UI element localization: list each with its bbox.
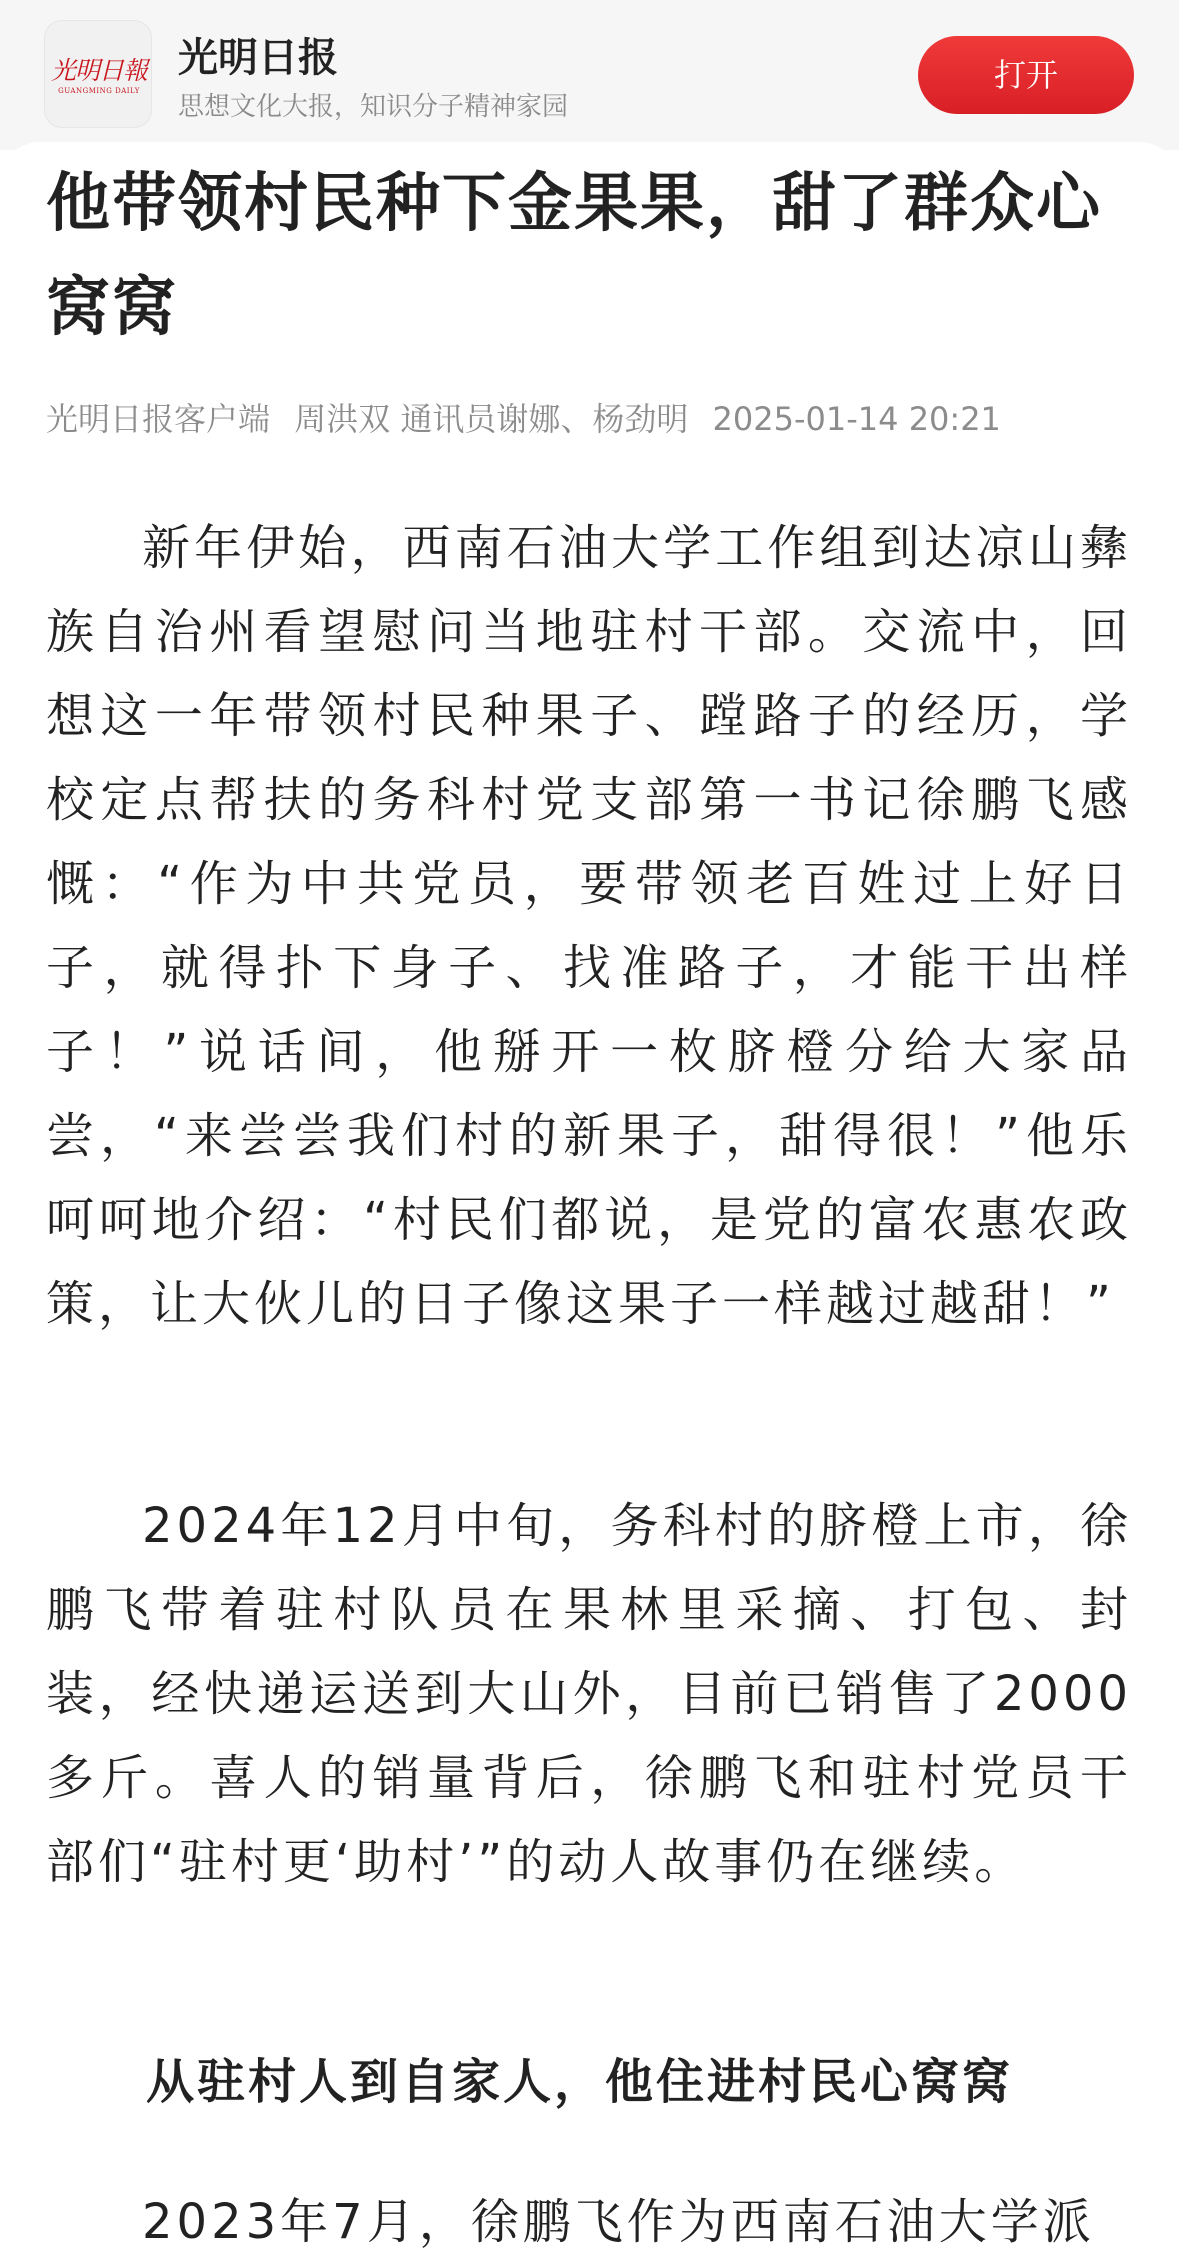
byline-source: 光明日报客户端 (46, 400, 271, 438)
app-slogan: 思想文化大报，知识分子精神家园 (178, 92, 569, 122)
article-byline (46, 394, 1146, 440)
article-subheading: 从驻村人到自家人，他住进村民心窝窝 (146, 2054, 1014, 2110)
app-download-banner (0, 0, 1179, 150)
logo-script-text: 光明日報 (51, 56, 148, 85)
article-paragraph: 新年伊始，西南石油大学工作组到达凉山彝族自治州看望慰问当地驻村干部。交流中，回想这一年带领村民种果子、蹚路子的经历，学校定点帮扶的务科村党支部第一书记徐鹏飞感慨：“作为中共党员，要带领老百姓过上好日子，就得扑下身子、找准路子，才能干出样子！”说话间，他掰开一枚脐橙分给大家品尝，“来尝尝我们村的新果子，甜得很！”他乐呵呵地介绍：“村民们都说，是党的富农惠农政策，让大伙儿的日子像这果子一样越过越甜！” (46, 520, 1132, 1332)
open-app-button[interactable]: 打开 (918, 36, 1134, 114)
byline-authors: 周洪双 通讯员谢娜、杨劲明 (294, 400, 689, 438)
app-logo (44, 20, 152, 128)
byline-datetime: 2025-01-14 20:21 (712, 400, 1001, 438)
logo-subtext: GUANGMING DAILY (58, 87, 140, 95)
app-name: 光明日报 (178, 34, 338, 81)
article-paragraph: 2024年12月中旬，务科村的脐橙上市，徐鹏飞带着驻村队员在果林里采摘、打包、封装，经快递运送到大山外，目前已销售了2000多斤。喜人的销量背后，徐鹏飞和驻村党员干部们“驻村更‘助村’”的动人故事仍在继续。 (46, 1498, 1132, 1890)
article-title: 他带领村民种下金果果，甜了群众心窝窝 (46, 167, 1102, 345)
article-paragraph: 2023年7月，徐鹏飞作为西南石油大学派 (142, 2194, 1095, 2250)
